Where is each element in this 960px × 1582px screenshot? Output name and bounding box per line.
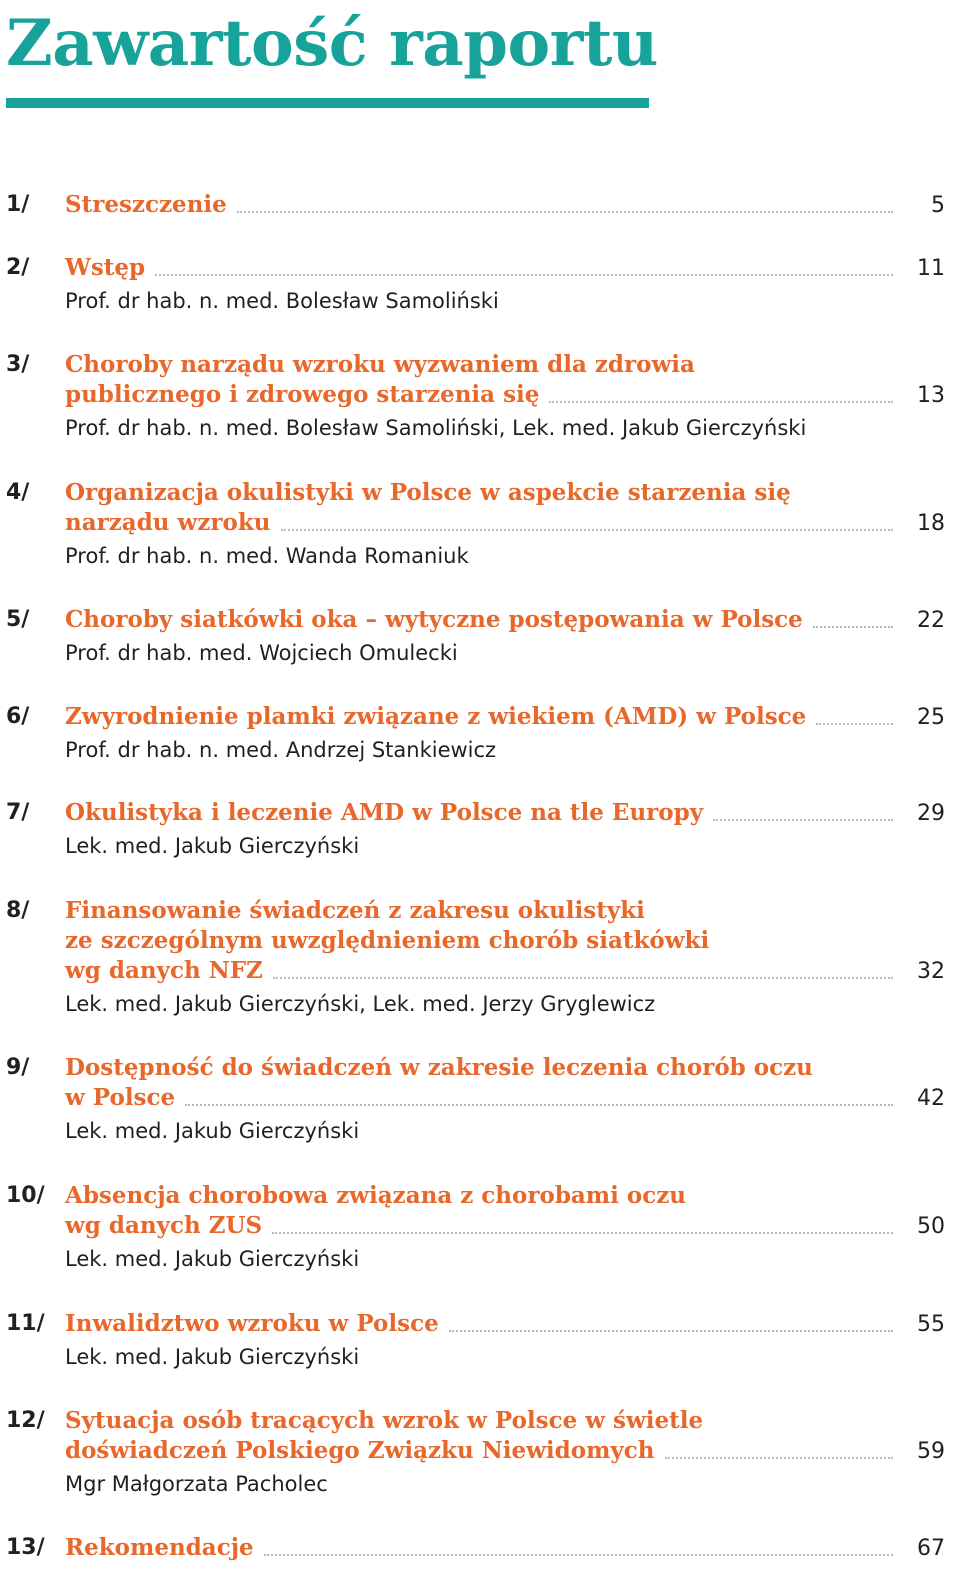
toc-entry-body: [65, 253, 945, 317]
toc-entry-number: 1/: [6, 192, 30, 217]
dot-leader: [816, 723, 893, 725]
toc-entry-page-number: 5: [931, 193, 945, 218]
toc-entry-body: [65, 1181, 945, 1275]
dot-leader: [713, 819, 893, 821]
toc-entry-title-row[interactable]: [65, 1436, 945, 1466]
toc-entry-page-number: 25: [917, 705, 945, 730]
toc-entry-body: [65, 350, 945, 444]
toc-entry-number: 10/: [6, 1183, 45, 1208]
toc-entry-title-row[interactable]: [65, 956, 945, 986]
toc-entry-page-number: 13: [917, 383, 945, 408]
dot-leader: [665, 1457, 894, 1459]
toc-entry-author: Prof. dr hab. n. med. Wanda Romaniuk: [65, 544, 469, 568]
toc-entry-body: [65, 798, 945, 862]
toc-entry-title-line[interactable]: narządu wzroku: [65, 509, 271, 536]
toc-entry-number: 8/: [6, 898, 30, 923]
toc-entry-author: Prof. dr hab. n. med. Bolesław Samoliński: [65, 289, 499, 313]
title-underline: [6, 98, 649, 108]
toc-entry-author: Mgr Małgorzata Pacholec: [65, 1472, 328, 1496]
toc-entry-title-line[interactable]: publicznego i zdrowego starzenia się: [65, 381, 540, 408]
toc-entry-page-number: 11: [917, 256, 945, 281]
toc-entry-number: 11/: [6, 1311, 45, 1336]
toc-entry-number: 9/: [6, 1055, 30, 1080]
toc-entry-author: Lek. med. Jakub Gierczyński: [65, 1247, 360, 1271]
toc-entry-title-line[interactable]: Absencja chorobowa związana z chorobami oczu: [65, 1182, 687, 1209]
toc-entry-author: Lek. med. Jakub Gierczyński, Lek. med. Jerzy Gryglewicz: [65, 992, 656, 1016]
toc-entry-number: 6/: [6, 704, 30, 729]
toc-entry-body: [65, 605, 945, 669]
dot-leader: [281, 529, 894, 531]
toc-entry-page-number: 32: [917, 959, 945, 984]
toc-entry-title-line[interactable]: Wstęp: [65, 254, 146, 281]
toc-entry-title-line[interactable]: doświadczeń Polskiego Związku Niewidomych: [65, 1437, 655, 1464]
toc-entry-page-number: 50: [917, 1214, 945, 1239]
dot-leader: [185, 1104, 893, 1106]
toc-entry-author: Prof. dr hab. n. med. Bolesław Samoliński, Lek. med. Jakub Gierczyński: [65, 416, 807, 440]
toc-entry-title-line[interactable]: wg danych NFZ: [65, 957, 263, 984]
toc-entry-number: 13/: [6, 1535, 45, 1560]
dot-leader: [549, 401, 893, 403]
toc-entry-number: 3/: [6, 352, 30, 377]
toc-entry-title-line[interactable]: Streszczenie: [65, 191, 227, 218]
toc-entry-body: [65, 478, 945, 572]
toc-entry-title-row[interactable]: [65, 1309, 945, 1339]
toc-entry-page-number: 22: [917, 608, 945, 633]
toc-entry-body: [65, 1309, 945, 1373]
toc-entry-title-line[interactable]: Inwalidztwo wzroku w Polsce: [65, 1310, 439, 1337]
toc-entry-title-line[interactable]: wg danych ZUS: [65, 1212, 263, 1239]
toc-entry-number: 2/: [6, 255, 30, 280]
page-title: Zawartość raportu: [6, 6, 658, 81]
toc-entry-number: 5/: [6, 607, 30, 632]
toc-entry-page-number: 59: [917, 1439, 945, 1464]
dot-leader: [813, 626, 893, 628]
toc-entry-title-line[interactable]: w Polsce: [65, 1084, 176, 1111]
toc-entry-title-line[interactable]: Dostępność do świadczeń w zakresie leczenia chorób oczu: [65, 1054, 813, 1081]
dot-leader: [273, 977, 893, 979]
toc-entry-body: [65, 1406, 945, 1500]
toc-entry-title-line[interactable]: ze szczególnym uwzględnieniem chorób siatkówki: [65, 927, 710, 954]
toc-entry-title-line[interactable]: Sytuacja osób tracących wzrok w Polsce w świetle: [65, 1407, 704, 1434]
toc-entry-author: Lek. med. Jakub Gierczyński: [65, 1119, 360, 1143]
toc-entry-title-row[interactable]: [65, 1211, 945, 1241]
dot-leader: [237, 211, 893, 213]
toc-entry-title-line[interactable]: Okulistyka i leczenie AMD w Polsce na tle Europy: [65, 799, 704, 826]
toc-entry-title-row[interactable]: [65, 190, 945, 220]
toc-entry-title-row[interactable]: [65, 508, 945, 538]
toc-entry-page-number: 55: [917, 1312, 945, 1337]
dot-leader: [449, 1330, 893, 1332]
toc-entry-page-number: 67: [917, 1536, 945, 1561]
dot-leader: [264, 1554, 893, 1556]
toc-entry-body: [65, 1053, 945, 1147]
toc-entry-body: [65, 702, 945, 766]
toc-entry-title-line[interactable]: Organizacja okulistyki w Polsce w aspekcie starzenia się: [65, 479, 791, 506]
toc-entry-author: Prof. dr hab. n. med. Andrzej Stankiewicz: [65, 738, 497, 762]
toc-entry-title-line[interactable]: Choroby siatkówki oka – wytyczne postępowania w Polsce: [65, 606, 803, 633]
toc-entry-title-line[interactable]: Zwyrodnienie plamki związane z wiekiem (AMD) w Polsce: [65, 703, 807, 730]
toc-entry-number: 4/: [6, 480, 30, 505]
toc-entry-title-line[interactable]: Rekomendacje: [65, 1534, 254, 1561]
dot-leader: [272, 1232, 893, 1234]
toc-entry-title-row[interactable]: [65, 1083, 945, 1113]
toc-entry-title-line[interactable]: Choroby narządu wzroku wyzwaniem dla zdrowia: [65, 351, 695, 378]
toc-entry-title-row[interactable]: [65, 702, 945, 732]
toc-entry-page-number: 29: [917, 801, 945, 826]
toc-entry-author: Lek. med. Jakub Gierczyński: [65, 834, 360, 858]
toc-entry-page-number: 18: [917, 511, 945, 536]
toc-entry-title-row[interactable]: [65, 1533, 945, 1563]
toc-entry-page-number: 42: [917, 1086, 945, 1111]
toc-entry-author: Lek. med. Jakub Gierczyński: [65, 1345, 360, 1369]
toc-entry-author: Prof. dr hab. med. Wojciech Omulecki: [65, 641, 458, 665]
dot-leader: [155, 274, 893, 276]
toc-entry-body: [65, 896, 945, 1020]
toc-entry-title-line[interactable]: Finansowanie świadczeń z zakresu okulistyki: [65, 897, 645, 924]
toc-entry-body: [65, 190, 945, 220]
toc-entry-body: [65, 1533, 945, 1563]
toc-entry-title-row[interactable]: [65, 380, 945, 410]
toc-entry-number: 12/: [6, 1408, 45, 1433]
toc-entry-number: 7/: [6, 800, 30, 825]
toc-entry-title-row[interactable]: [65, 253, 945, 283]
toc-entry-title-row[interactable]: [65, 798, 945, 828]
toc-entry-title-row[interactable]: [65, 605, 945, 635]
